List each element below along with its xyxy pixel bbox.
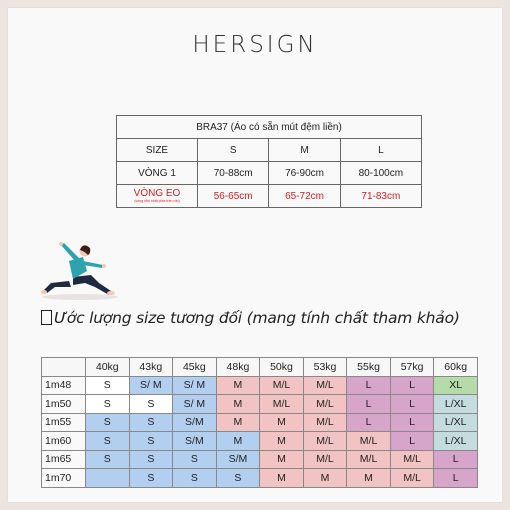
size-cell: S [129,469,173,488]
size-cell: M/L [390,450,434,469]
size-cell: XL [434,376,478,395]
weight-header: 45kg [173,358,217,377]
size-cell: M/L [260,395,304,414]
size-cell: L [390,432,434,451]
weight-header: 50kg [260,358,304,377]
height-label: 1m70 [42,469,86,488]
vongeo-l: 71-83cm [340,185,421,208]
size-cell: M [216,413,260,432]
table-row [42,376,478,395]
bra-table-title: BRA37 (Áo có sẵn mút đệm liền) [117,116,422,139]
table-row [42,395,478,414]
vongeo-s: 56-65cm [198,185,269,208]
size-cell: S/M [173,432,217,451]
height-label: 1m50 [42,395,86,414]
height-label: 1m55 [42,413,86,432]
size-cell: M/L [303,413,347,432]
size-cell: M [216,395,260,414]
vong1-label: VÒNG 1 [117,162,198,185]
table-row [42,469,478,488]
size-s: S [198,139,269,162]
table-row [42,413,478,432]
note-box-glyph [41,310,52,325]
size-cell: S [129,395,173,414]
size-l: L [340,139,421,162]
size-cell: L [434,450,478,469]
size-estimate-note-text: Ước lượng size tương đối (mang tính chất tham khảo) [54,309,460,327]
size-cell: L [347,376,391,395]
size-cell: M [260,450,304,469]
weight-header: 48kg [216,358,260,377]
size-cell: S/M [173,413,217,432]
size-estimate-note [41,309,460,327]
size-cell: S [216,469,260,488]
size-cell: L [434,469,478,488]
size-cell: L/XL [434,432,478,451]
size-cell: S [86,376,130,395]
size-label: SIZE [117,139,198,162]
size-guide-card [8,8,502,502]
size-cell: S [173,469,217,488]
size-cell: L [390,395,434,414]
size-cell: M/L [347,450,391,469]
vong1-m: 76-90cm [269,162,340,185]
size-cell: M/L [390,469,434,488]
size-cell: M/L [303,432,347,451]
table-row [42,450,478,469]
size-cell: M/L [303,376,347,395]
size-cell: M/L [347,432,391,451]
bra-size-table [116,115,422,208]
size-cell: L [347,395,391,414]
weight-header: 53kg [303,358,347,377]
size-cell: S [86,432,130,451]
vongeo-note: (vòng nhỏ nhất phía trên rốn) [134,199,180,203]
table-row [42,432,478,451]
vongeo-label-cell [117,185,198,208]
vongeo-label: VÒNG EO [133,188,181,199]
weight-header: 43kg [129,358,173,377]
size-cell: L [390,376,434,395]
size-cell: S/ M [129,376,173,395]
size-cell: M [260,432,304,451]
brand-logo: HERSIGN [192,32,318,58]
size-cell: M [260,413,304,432]
size-m: M [269,139,340,162]
vongeo-m: 65-72cm [269,185,340,208]
height-label: 1m48 [42,376,86,395]
size-cell: S [86,450,130,469]
weight-header: 60kg [434,358,478,377]
size-cell: S [86,395,130,414]
yoga-figure-illustration [39,231,121,305]
size-cell: M [303,469,347,488]
size-cell: S [86,413,130,432]
size-cell: L [390,413,434,432]
size-cell: S [129,432,173,451]
size-cell: S/ M [173,376,217,395]
corner-cell [42,358,86,377]
size-cell: M [347,469,391,488]
height-label: 1m60 [42,432,86,451]
size-cell: L/XL [434,413,478,432]
vong1-l: 80-100cm [340,162,421,185]
size-cell: S [173,450,217,469]
height-weight-size-table [41,357,478,488]
size-cell: S [129,413,173,432]
weight-header: 40kg [86,358,130,377]
size-cell: M/L [260,376,304,395]
size-cell: M [260,469,304,488]
size-cell [86,469,130,488]
size-cell: M/L [303,450,347,469]
size-cell: S/M [216,450,260,469]
size-cell: S [129,450,173,469]
size-cell: M/L [303,395,347,414]
weight-header: 57kg [390,358,434,377]
height-label: 1m65 [42,450,86,469]
size-cell: L [347,413,391,432]
size-cell: M [216,376,260,395]
vong1-s: 70-88cm [198,162,269,185]
weight-header: 55kg [347,358,391,377]
size-cell: L/XL [434,395,478,414]
size-cell: S/ M [173,395,217,414]
size-cell: M [216,432,260,451]
